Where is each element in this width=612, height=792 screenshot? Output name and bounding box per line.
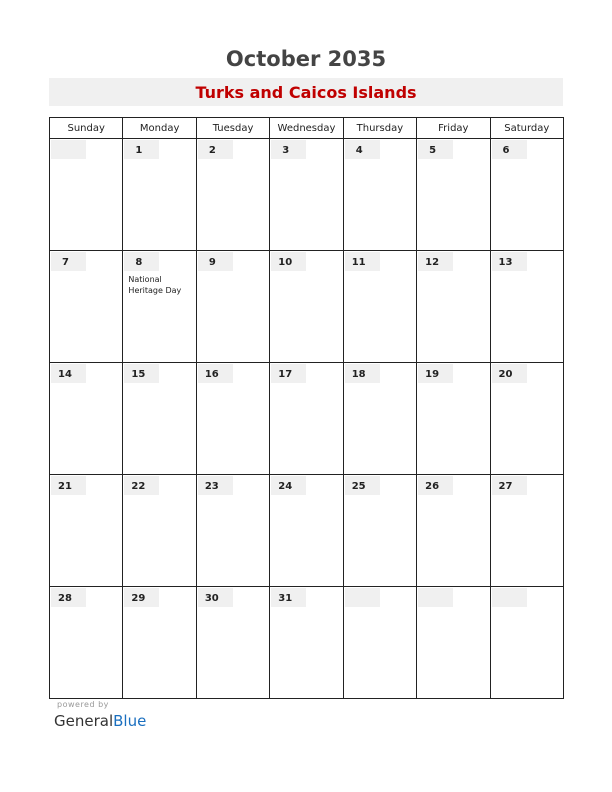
day-cell (490, 587, 563, 699)
country-name: Turks and Caicos Islands (195, 83, 417, 102)
day-number: 25 (345, 476, 380, 495)
generalblue-logo[interactable] (54, 712, 146, 730)
powered-by-text: powered by (57, 700, 109, 709)
day-number: 7 (51, 252, 86, 271)
day-number: 13 (492, 252, 527, 271)
day-number: 29 (124, 588, 159, 607)
day-number: 6 (492, 140, 527, 159)
weekday-friday: Friday (417, 118, 490, 139)
day-cell (417, 363, 490, 475)
day-number (418, 588, 453, 607)
day-cell (343, 139, 416, 251)
day-cell (343, 475, 416, 587)
logo-general: General (54, 712, 114, 730)
day-number: 1 (124, 140, 159, 159)
day-number: 10 (271, 252, 306, 271)
day-cell (343, 251, 416, 363)
day-number: 28 (51, 588, 86, 607)
day-cell (490, 363, 563, 475)
country-banner (49, 78, 563, 106)
day-cell (270, 363, 343, 475)
holiday-label: National Heritage Day (128, 275, 182, 295)
day-cell (196, 251, 269, 363)
day-number: 14 (51, 364, 86, 383)
day-number: 19 (418, 364, 453, 383)
weekday-monday: Monday (123, 118, 196, 139)
day-cell (196, 475, 269, 587)
day-cell (270, 475, 343, 587)
page-title: October 2035 (225, 47, 387, 71)
week-row (50, 139, 564, 251)
day-cell (270, 587, 343, 699)
day-number: 31 (271, 588, 306, 607)
day-number: 18 (345, 364, 380, 383)
day-number: 8 (124, 252, 159, 271)
day-number: 9 (198, 252, 233, 271)
day-number: 22 (124, 476, 159, 495)
week-row (50, 587, 564, 699)
weekday-wednesday: Wednesday (270, 118, 343, 139)
day-number: 12 (418, 252, 453, 271)
day-number: 21 (51, 476, 86, 495)
day-cell (490, 139, 563, 251)
day-cell (343, 587, 416, 699)
week-row (50, 475, 564, 587)
logo-blue: Blue (113, 712, 147, 730)
day-cell (50, 139, 123, 251)
day-cell (270, 251, 343, 363)
day-cell (196, 139, 269, 251)
day-cell (50, 363, 123, 475)
day-number: 24 (271, 476, 306, 495)
day-number: 26 (418, 476, 453, 495)
day-number: 16 (198, 364, 233, 383)
day-number: 5 (418, 140, 453, 159)
day-cell (123, 363, 196, 475)
calendar-grid (49, 117, 564, 699)
day-cell (417, 139, 490, 251)
day-cell (123, 251, 196, 363)
day-number: 23 (198, 476, 233, 495)
day-cell (196, 587, 269, 699)
day-number (492, 588, 527, 607)
day-cell (196, 363, 269, 475)
day-cell (343, 363, 416, 475)
day-number: 15 (124, 364, 159, 383)
day-number: 20 (492, 364, 527, 383)
day-number: 11 (345, 252, 380, 271)
day-cell (270, 139, 343, 251)
day-cell (50, 251, 123, 363)
week-row (50, 363, 564, 475)
day-number: 27 (492, 476, 527, 495)
day-cell (490, 251, 563, 363)
day-cell (490, 475, 563, 587)
day-cell (417, 587, 490, 699)
day-number: 4 (345, 140, 380, 159)
day-cell (123, 475, 196, 587)
day-number: 17 (271, 364, 306, 383)
weekday-sunday: Sunday (50, 118, 123, 139)
weekday-tuesday: Tuesday (196, 118, 269, 139)
week-row (50, 251, 564, 363)
day-number (51, 140, 86, 159)
day-cell (50, 587, 123, 699)
day-cell (123, 139, 196, 251)
day-number: 3 (271, 140, 306, 159)
day-number: 2 (198, 140, 233, 159)
day-number (345, 588, 380, 607)
day-cell (417, 475, 490, 587)
day-cell (123, 587, 196, 699)
day-number: 30 (198, 588, 233, 607)
day-cell (50, 475, 123, 587)
weekday-header-row (50, 118, 564, 139)
day-cell (417, 251, 490, 363)
weekday-saturday: Saturday (490, 118, 563, 139)
weekday-thursday: Thursday (343, 118, 416, 139)
